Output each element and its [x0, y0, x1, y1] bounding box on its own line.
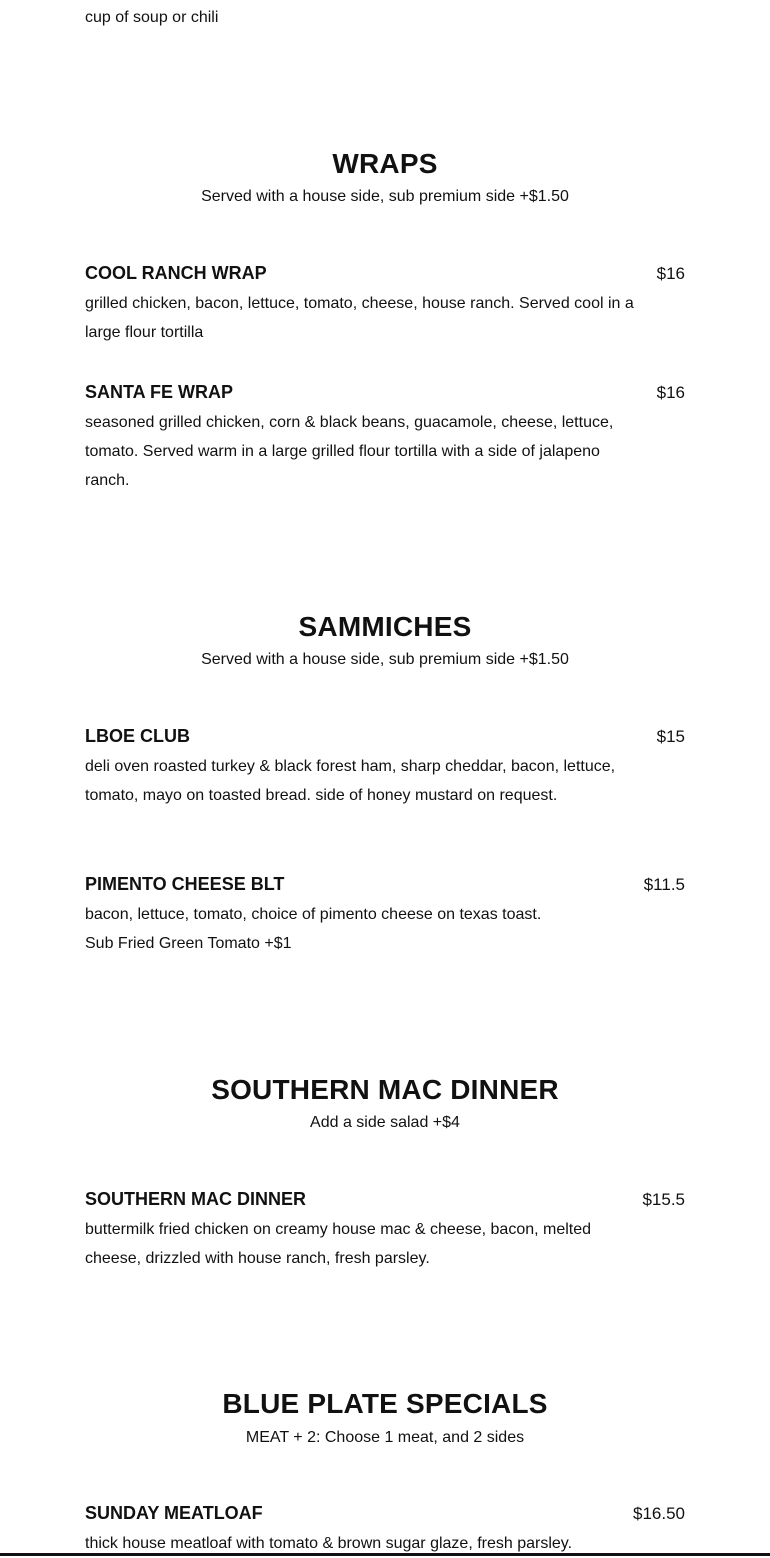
item-upcharge-note: Sub Fried Green Tomato +$1 — [85, 935, 292, 952]
item-description-line: bacon, lettuce, tomato, choice of pimento cheese on texas toast. — [85, 906, 542, 923]
section-subtitle-sammiches: Served with a house side, sub premium side +$1.50 — [201, 651, 569, 668]
item-price: $16.50 — [633, 1504, 685, 1523]
item-description — [85, 900, 640, 958]
menu-item-pimento-cheese-blt — [85, 872, 685, 958]
item-name: COOL RANCH WRAP — [85, 263, 267, 283]
menu-item-santa-fe-wrap — [85, 380, 685, 495]
section-title-sammiches: SAMMICHES — [298, 611, 472, 642]
item-price: $16 — [656, 264, 685, 283]
item-price: $15.5 — [642, 1190, 685, 1209]
section-title-blue-plate-specials: BLUE PLATE SPECIALS — [222, 1388, 548, 1419]
item-description: cup of soup or chili — [85, 9, 219, 26]
section-subtitle-wraps: Served with a house side, sub premium side +$1.50 — [201, 188, 569, 205]
item-price: $11.5 — [643, 875, 685, 894]
item-name: SUNDAY MEATLOAF — [85, 1503, 263, 1523]
item-name: SOUTHERN MAC DINNER — [85, 1189, 307, 1209]
section-title-southern-mac-dinner: SOUTHERN MAC DINNER — [211, 1074, 559, 1105]
item-name: SANTA FE WRAP — [85, 382, 233, 402]
item-description: thick house meatloaf with tomato & brown sugar glaze, fresh parsley. — [85, 1535, 573, 1552]
item-price: $15 — [656, 727, 685, 746]
section-subtitle-blue-plate-specials: MEAT + 2: Choose 1 meat, and 2 sides — [245, 1429, 525, 1446]
item-name: LBOE CLUB — [85, 726, 190, 746]
item-description: deli oven roasted turkey & black forest ham, sharp cheddar, bacon, lettuce, tomato, mayo on toasted bread. side of honey mustard on request. — [85, 758, 616, 804]
item-description: buttermilk fried chicken on creamy house mac & cheese, bacon, melted cheese, drizzled with house ranch, fresh parsley. — [85, 1221, 592, 1267]
menu-item-cool-ranch-wrap — [85, 261, 685, 347]
section-title-wraps: WRAPS — [332, 148, 438, 179]
item-description: seasoned grilled chicken, corn & black beans, guacamole, cheese, lettuce, tomato. Served warm in a large grilled flour tortilla with a side of jalapeno ranch. — [85, 414, 614, 489]
item-name: PIMENTO CHEESE BLT — [85, 874, 285, 894]
item-description: grilled chicken, bacon, lettuce, tomato, cheese, house ranch. Served cool in a large flour tortilla — [85, 295, 634, 341]
section-subtitle-southern-mac-dinner: Add a side salad +$4 — [310, 1114, 460, 1131]
menu-item-sunday-meatloaf — [85, 1501, 685, 1558]
item-price: $16 — [656, 383, 685, 402]
menu-item-southern-mac-dinner — [85, 1187, 685, 1273]
menu-item-lboe-club — [85, 724, 685, 810]
